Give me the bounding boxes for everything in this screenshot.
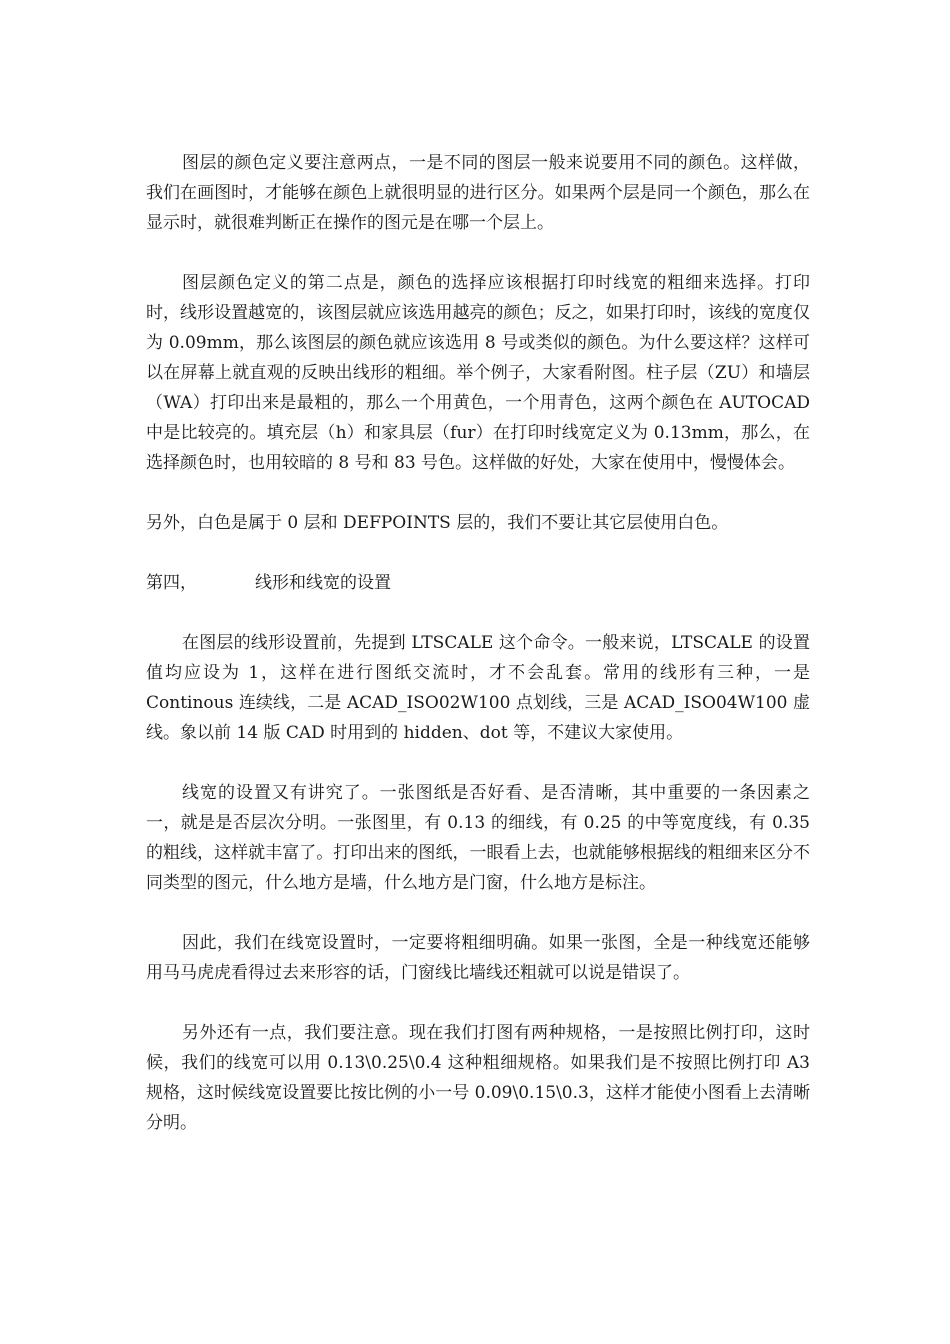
paragraph-linetype-ltscale: 在图层的线形设置前，先提到 LTSCALE 这个命令。一般来说，LTSCALE 的设置值均应设为 1，这样在进行图纸交流时，才不会乱套。常用的线形有三种，一是 Continous 连续线，二是 ACAD_ISO02W100 点划线，三是 ACAD_ISO04W100 虚线。象以前 14 版 CAD 时用到的 hidden、dot 等，不建议大家使用。 <box>146 633 810 743</box>
section-heading <box>146 568 810 598</box>
paragraph-print-scale: 另外还有一点，我们要注意。现在我们打图有两种规格，一是按照比例打印，这时候，我们的线宽可以用 0.13\0.25\0.4 这种粗细规格。如果我们是不按照比例打印 A3 规格，这时候线宽设置要比按比例的小一号 0.09\0.15\0.3，这样才能使小图看上去清晰分明。 <box>146 1023 810 1133</box>
section-number: 第四， <box>146 573 197 593</box>
paragraph-white-color-note: 另外，白色是属于 0 层和 DEFPOINTS 层的，我们不要让其它层使用白色。 <box>146 513 729 533</box>
paragraph-lineweight-layering: 线宽的设置又有讲究了。一张图纸是否好看、是否清晰，其中重要的一条因素之一，就是是否层次分明。一张图里，有 0.13 的细线，有 0.25 的中等宽度线，有 0.35 的粗线，这样就丰富了。打印出来的图纸，一眼看上去，也就能够根据线的粗细来区分不同类型的图元，什么地方是墙，什么地方是门窗，什么地方是标注。 <box>146 783 810 893</box>
paragraph-layer-color-2: 图层颜色定义的第二点是，颜色的选择应该根据打印时线宽的粗细来选择。打印时，线形设置越宽的，该图层就应该选用越亮的颜色；反之，如果打印时，该线的宽度仅为 0.09mm，那么该图层的颜色就应该选用 8 号或类似的颜色。为什么要这样？这样可以在屏幕上就直观的反映出线形的粗细。举个例子，大家看附图。柱子层（ZU）和墙层（WA）打印出来是最粗的，那么一个用黄色，一个用青色，这两个颜色在 AUTOCAD 中是比较亮的。填充层（h）和家具层（fur）在打印时线宽定义为 0.13mm，那么，在选择颜色时，也用较暗的 8 号和 83 号色。这样做的好处，大家在使用中，慢慢体会。 <box>146 273 810 473</box>
paragraph-layer-color-1: 图层的颜色定义要注意两点，一是不同的图层一般来说要用不同的颜色。这样做，我们在画图时，才能够在颜色上就很明显的进行区分。如果两个层是同一个颜色，那么在显示时，就很难判断正在操作的图元是在哪一个层上。 <box>146 153 810 233</box>
document-body <box>146 148 810 1168</box>
section-title: 线形和线宽的设置 <box>255 573 391 593</box>
paragraph-lineweight-clarity: 因此，我们在线宽设置时，一定要将粗细明确。如果一张图，全是一种线宽还能够用马马虎虎看得过去来形容的话，门窗线比墙线还粗就可以说是错误了。 <box>146 933 810 983</box>
